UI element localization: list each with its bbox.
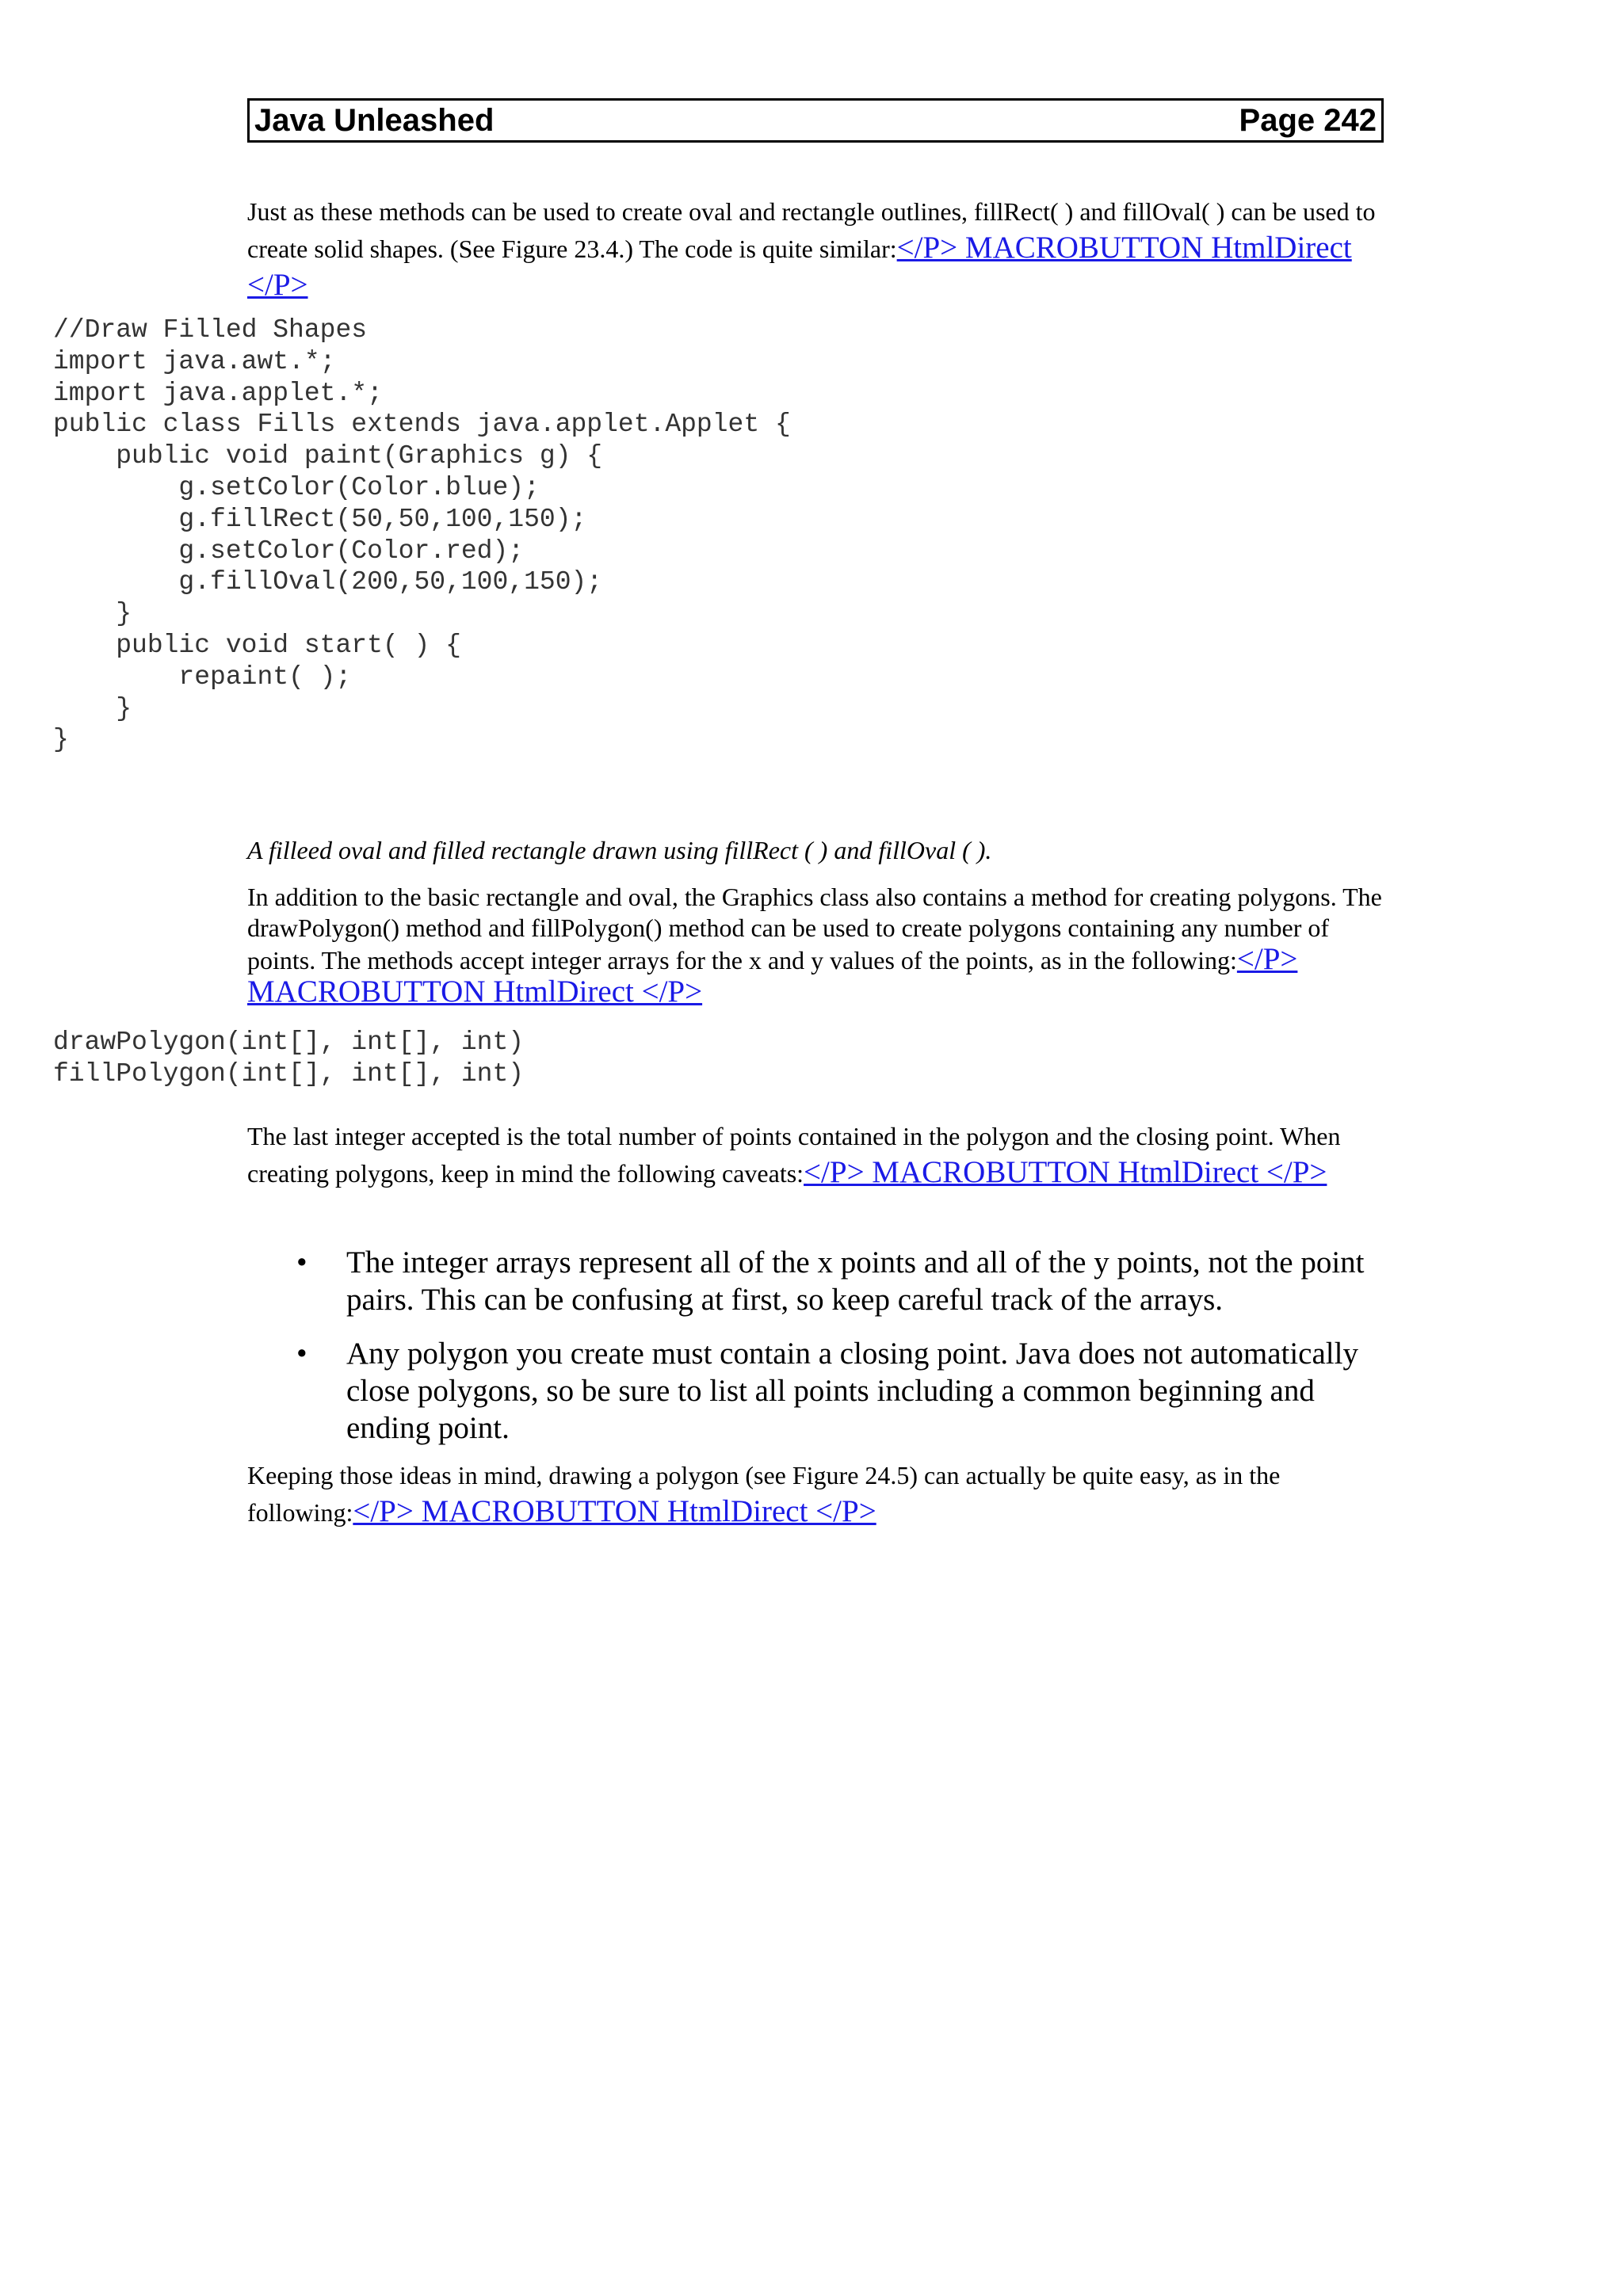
list-item-text: Any polygon you create must contain a closing point. Java does not automatically close polygons, so be sure to list all points including a common beginning and ending point. <box>346 1337 1358 1445</box>
paragraph-text: Just as these methods can be used to create oval and rectangle outlines, fillRect( ) and fillOval( ) can be used to create solid shapes. (See Figure 23.4.) The code is quite similar: <box>247 197 1376 263</box>
book-title: Java Unleashed <box>254 102 495 138</box>
list-item <box>247 1244 1388 1318</box>
paragraph-text: The last integer accepted is the total number of points contained in the polygon and the closing point. When creating polygons, keep in mind the following caveats: <box>247 1122 1341 1188</box>
macrobutton-link[interactable]: </P> MACROBUTTON HtmlDirect </P> <box>804 1155 1327 1189</box>
macrobutton-link[interactable]: </P> MACROBUTTON HtmlDirect </P> <box>247 942 1298 1009</box>
bullet-marker: • <box>296 1245 307 1280</box>
paragraph-polygon-drawing <box>247 1458 1388 1531</box>
list-item <box>247 1335 1388 1447</box>
macrobutton-link[interactable]: </P> MACROBUTTON HtmlDirect </P> <box>247 231 1352 302</box>
list-item-text: The integer arrays represent all of the x points and all of the y points, not the point pairs. This can be confusing at first, so keep careful track of the arrays. <box>346 1245 1365 1317</box>
page-number: Page 242 <box>1239 102 1377 138</box>
bullet-marker: • <box>296 1337 307 1371</box>
paragraph-polygons-intro <box>247 882 1388 1009</box>
code-block-fills: //Draw Filled Shapes import java.awt.*; import java.applet.*; public class Fills extends java.applet.Applet { public void paint(Graphics g) { g.setColor(Color.blue); g.fillRect(50,50,100,150); g.setColor(Color.red); g.fillOval(200,50,100,150); } public void start( ) { repaint( ); } } <box>53 315 791 755</box>
page-header <box>247 98 1384 143</box>
paragraph-filled-shapes-intro <box>247 194 1388 304</box>
figure-caption: A filleed oval and filled rectangle drawn using fillRect ( ) and fillOval ( ). <box>247 836 992 864</box>
caveats-list <box>247 1244 1388 1463</box>
paragraph-text: In addition to the basic rectangle and oval, the Graphics class also contains a method for creating polygons. The drawPolygon() method and fillPolygon() method can be used to create polygons containing any number of points. The methods accept integer arrays for the x and y values of the points, as in the following: <box>247 883 1382 974</box>
paragraph-caveats-intro <box>247 1119 1388 1192</box>
macrobutton-link[interactable]: </P> MACROBUTTON HtmlDirect </P> <box>353 1494 876 1528</box>
code-block-polygon-signatures: drawPolygon(int[], int[], int) fillPolygon(int[], int[], int) <box>53 1028 525 1089</box>
paragraph-text: Keeping those ideas in mind, drawing a polygon (see Figure 24.5) can actually be quite easy, as in the following: <box>247 1461 1281 1527</box>
